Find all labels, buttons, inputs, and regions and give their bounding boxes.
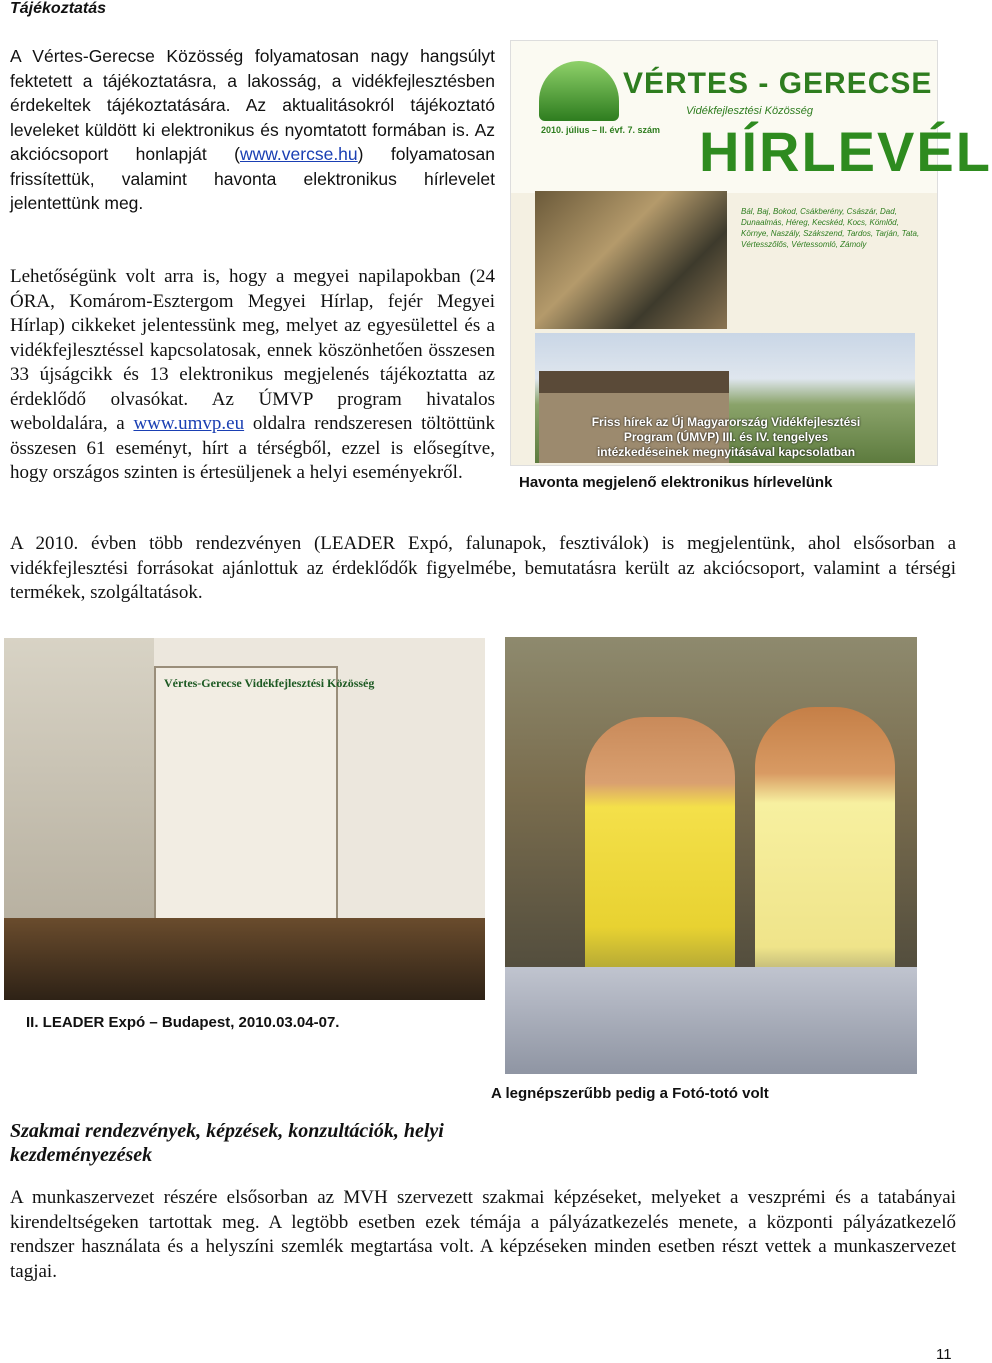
fototo-table	[505, 967, 917, 1074]
newsletter-village-list: Bál, Baj, Bokod, Csákberény, Császár, Dad, Dunaalmás, Héreg, Kecskéd, Kocs, Kömlőd, Környe, Naszály, Szákszend, Tardos, Tarján, Tata, Vértesszőlős, Vértessomló, Zámoly	[741, 207, 920, 249]
intro-text-2: ) folyamatosan frissítettük, valamint havonta elektronikus hírlevelet jelentettünk meg.	[10, 144, 495, 213]
events-text: A 2010. évben több rendezvényen (LEADER Expó, falunapok, fesztiválok) is megjelentünk, ahol elsősorban a vidékfejlesztési forrásokat ajánlottuk az érdeklődők figyelmébe, bemutatásra került az akciócsoport, valamint a térségi termékek, szolgáltatások.	[10, 533, 956, 603]
events-paragraph	[10, 532, 956, 606]
fototo-person-right	[755, 707, 895, 1007]
expo-photo	[4, 638, 485, 1000]
page-number: 11	[936, 1346, 952, 1363]
umvp-link[interactable]: www.umvp.eu	[133, 413, 245, 434]
training-paragraph	[10, 1186, 956, 1284]
expo-display-board	[154, 666, 338, 920]
expo-board-title: Vértes-Gerecse Vidékfejlesztési Közösség	[164, 676, 375, 690]
expo-photo-left-panel	[4, 638, 154, 928]
subheading: Szakmai rendezvények, képzések, konzultációk, helyi kezdeményezések	[10, 1120, 444, 1166]
fototo-photo	[505, 637, 917, 1074]
caption-newsletter: Havonta megjelenő elektronikus hírlevelünk	[519, 474, 833, 491]
caption-fototo: A legnépszerűbb pedig a Fotó-totó volt	[491, 1085, 769, 1102]
media-paragraph	[10, 265, 495, 486]
section-title: Tájékoztatás	[10, 0, 107, 17]
intro-paragraph	[10, 44, 495, 216]
media-text-2: oldalra rendszeresen töltöttünk összesen 61 eseményt, hírt a térségből, ezzel is elősegítve, hogy országos szinten is értesüljenek a helyi eseményekről.	[10, 413, 495, 483]
newsletter-photo-people	[535, 191, 727, 329]
newsletter-issue: 2010. július – II. évf. 7. szám	[541, 125, 661, 135]
media-text-1: Lehetőségünk volt arra is, hogy a megyei napilapokban (24 ÓRA, Komárom-Esztergom Megyei Hírlap, fejér Megyei Hírlap) cikkeket jelentessünk meg, melyet az egyesülettel és a vidékfejlesztéssel kapcsolatosak, ennek köszönhetően összesen 33 újságcikk és 13 elektronikus megjelenés tájékoztatta az érdeklődő olvasókat. Az ÚMVP program hivatalos weboldalára, a	[10, 266, 495, 434]
newsletter-image	[510, 40, 992, 466]
newsletter-banner: Friss hírek az Új Magyarország Vidékfejlesztési Program (ÚMVP) III. és IV. tengelyes intézkedéseinek megnyitásával kapcsolatban	[591, 415, 861, 459]
newsletter-title-top: VÉRTES - GERECSE	[623, 67, 933, 100]
newsletter-title-big: HÍRLEVÉL	[699, 120, 992, 183]
expo-table	[4, 918, 485, 1000]
newsletter-subtitle: Vidékfejlesztési Közösség	[686, 105, 813, 117]
intro-text-1: A Vértes-Gerecse Közösség folyamatosan nagy hangsúlyt fektetett a tájékoztatásra, a lakosság, a vidékfejlesztésben érdekeltek tájékoztatására. Az aktualitásokról tájékoztató leveleket küldött ki elektronikus és nyomtatott formában is. Az akciócsoport honlapját (	[10, 46, 495, 164]
training-text: A munkaszervezet részére elsősorban az MVH szervezett szakmai képzéseket, melyeket a veszprémi és a tatabányai kirendeltségeken tartottak meg. A legtöbb esetben ezek témája a pályázatkezelés menete, a központi pályázatkezelő rendszer használata és a helyszíni szemlék megtartása volt. A képzéseken minden esetben részt vettek a munkaszervezet tagjai.	[10, 1187, 956, 1282]
vercse-link[interactable]: www.vercse.hu	[239, 144, 358, 164]
caption-expo: II. LEADER Expó – Budapest, 2010.03.04-07.	[26, 1014, 340, 1031]
